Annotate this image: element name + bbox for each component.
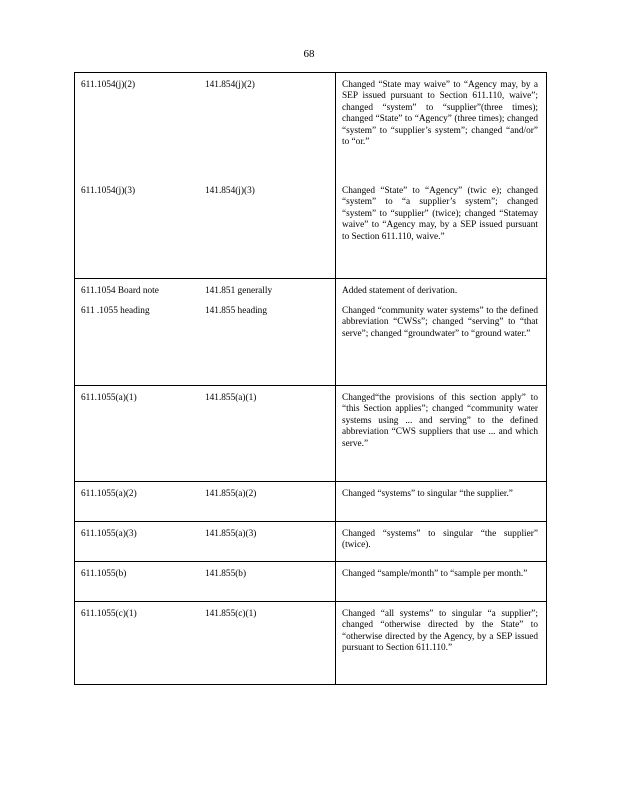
old-section-cite: 141.855(a)(1) (205, 393, 257, 403)
citation-cell (75, 279, 336, 386)
change-description: Added statement of derivation. (342, 286, 458, 296)
table-row (75, 482, 547, 522)
new-section-cite: 611.1054 Board note (81, 286, 159, 296)
table-row (75, 73, 547, 279)
old-section-cite: 141.854(j)(3) (205, 186, 255, 196)
table-row (75, 279, 547, 386)
old-section-cite: 141.855 heading (205, 306, 267, 316)
old-section-cite: 141.855(a)(3) (205, 529, 257, 539)
old-section-cite: 141.855(b) (205, 569, 247, 579)
page-number: 68 (303, 48, 315, 60)
citation-cell (75, 482, 336, 522)
change-cell (336, 562, 547, 602)
change-description: Changed “State may waive” to “Agency may, by a SEP issued pursuant to Section 611.110, waive”; changed “system” to “supplier”(three times); changed “State” to “Agency” (three times); changed “system” to “supplier’s system”; changed “and/or” to “or.” (342, 80, 538, 148)
citation-cell (75, 562, 336, 602)
old-section-cite: 141.855(c)(1) (205, 609, 257, 619)
new-section-cite: 611.1055(c)(1) (81, 609, 137, 619)
change-description: Changed “sample/month” to “sample per month.” (342, 569, 528, 579)
citation-cell (75, 73, 336, 279)
new-section-cite: 611 .1055 heading (81, 306, 150, 316)
old-section-cite: 141.854(j)(2) (205, 80, 255, 90)
new-section-cite: 611.1054(j)(3) (81, 186, 136, 196)
old-section-cite: 141.855(a)(2) (205, 489, 257, 499)
change-cell (336, 482, 547, 522)
change-description: Changed “State” to “Agency” (twic e); changed “system” to “a supplier’s system”; changed “system” to “supplier” (twice); changed “Statemay waive” to “Agency may, by a SEP issued pursuant to Section 611.110, waive.” (342, 186, 538, 242)
change-cell (336, 386, 547, 482)
derivation-table (74, 72, 547, 685)
table-row (75, 562, 547, 602)
new-section-cite: 611.1055(a)(3) (81, 529, 137, 539)
change-description: Changed“the provisions of this section apply” to “this Section applies”; changed “community water systems using ... and serving” to the defined abbreviation “CWS suppliers that use ... and which serve.” (342, 393, 538, 449)
old-section-cite: 141.851 generally (205, 286, 273, 296)
table-row (75, 522, 547, 562)
change-description: Changed “systems” to singular “the supplier.” (342, 489, 513, 499)
change-description: Changed “all systems” to singular “a supplier”; changed “otherwise directed by the State” to “otherwise directed by the Agency, by a SEP issued pursuant to Section 611.110.” (342, 609, 538, 654)
change-cell (336, 279, 547, 386)
change-cell (336, 602, 547, 685)
new-section-cite: 611.1054(j)(2) (81, 80, 136, 90)
citation-cell (75, 522, 336, 562)
citation-cell (75, 602, 336, 685)
citation-cell (75, 386, 336, 482)
change-description: Changed “community water systems” to the defined abbreviation “CWSs”; changed “serving” to “that serve”; changed “groundwater” to “ground water.” (342, 306, 538, 339)
table-row (75, 386, 547, 482)
change-cell (336, 522, 547, 562)
new-section-cite: 611.1055(b) (81, 569, 127, 579)
change-cell (336, 73, 547, 279)
new-section-cite: 611.1055(a)(2) (81, 489, 137, 499)
table-row (75, 602, 547, 685)
new-section-cite: 611.1055(a)(1) (81, 393, 137, 403)
change-description: Changed “systems” to singular “the supplier” (twice). (342, 529, 538, 551)
